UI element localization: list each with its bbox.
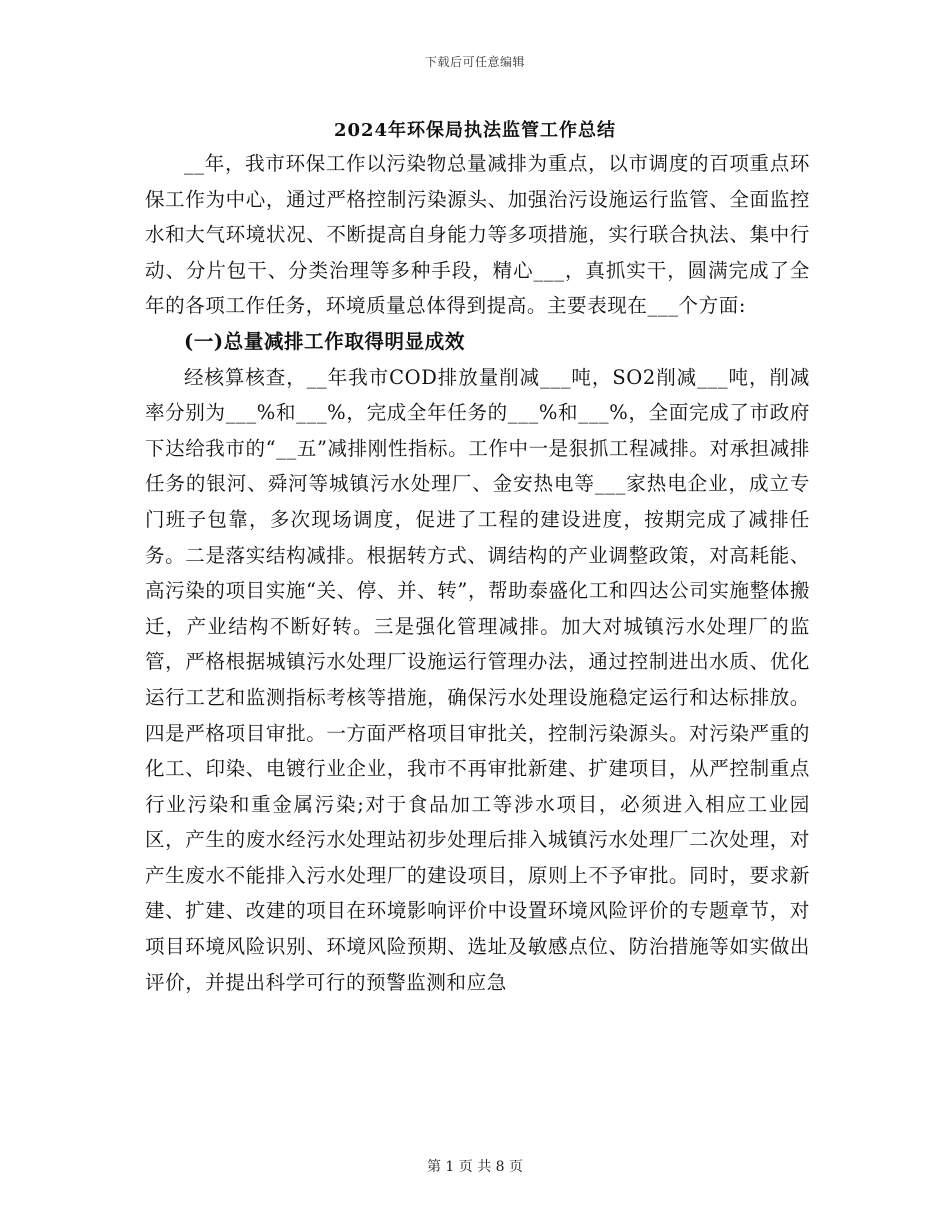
section-1-paragraph: 经核算核查，__年我市COD排放量削减___吨，SO2削减___吨，削减率分别为___%和___%，完成全年任务的___%和___%，全面完成了市政府下达给我市的“__五”减排刚性指标。工作中一是狠抓工程减排。对承担减排任务的银河、舜河等城镇污水处理厂、金安热电等___家热电企业，成立专门班子包靠，多次现场调度，促进了工程的建设进度，按期完成了减排任务。二是落实结构减排。根据转方式、调结构的产业调整政策，对高耗能、高污染的项目实施“关、停、并、转”，帮助泰盛化工和四达公司实施整体搬迁，产业结构不断好转。三是强化管理减排。加大对城镇污水处理厂的监管，严格根据城镇污水处理厂设施运行管理办法，通过控制进出水质、优化运行工艺和监测指标考核等措施，确保污水处理设施稳定运行和达标排放。四是严格项目审批。一方面严格项目审批关，控制污染源头。对污染严重的化工、印染、电镀行业企业，我市不再审批新建、扩建项目，从严控制重点行业污染和重金属污染;对于食品加工等涉水项目，必须进入相应工业园区，产生的废水经污水处理站初步处理后排入城镇污水处理厂二次处理，对产生废水不能排入污水处理厂的建设项目，原则上不予审批。同时，要求新建、扩建、改建的项目在环境影响评价中设置环境风险评价的专题章节，对项目环境风险识别、环境风险预期、选址及敏感点位、防治措施等如实做出评价，并提出科学可行的预警监测和应急 bbox=[145, 365, 810, 994]
document-title: 2024年环保局执法监管工作总结 bbox=[333, 120, 617, 141]
section-heading-1: (一)总量减排工作取得明显成效 bbox=[184, 329, 465, 353]
download-edit-note: 下载后可任意编辑 bbox=[424, 55, 525, 69]
document-body bbox=[145, 146, 810, 1000]
page-number-footer: 第 1 页 共 8 页 bbox=[426, 1159, 524, 1175]
intro-paragraph: __年，我市环保工作以污染物总量减排为重点，以市调度的百项重点环保工作为中心，通过严格控制污染源头、加强治污设施运行监管、全面监控水和大气环境状况、不断提高自身能力等多项措施，实行联合执法、集中行动、分片包干、分类治理等多种手段，精心___，真抓实干，圆满完成了全年的各项工作任务，环境质量总体得到提高。主要表现在___个方面: bbox=[145, 152, 810, 318]
